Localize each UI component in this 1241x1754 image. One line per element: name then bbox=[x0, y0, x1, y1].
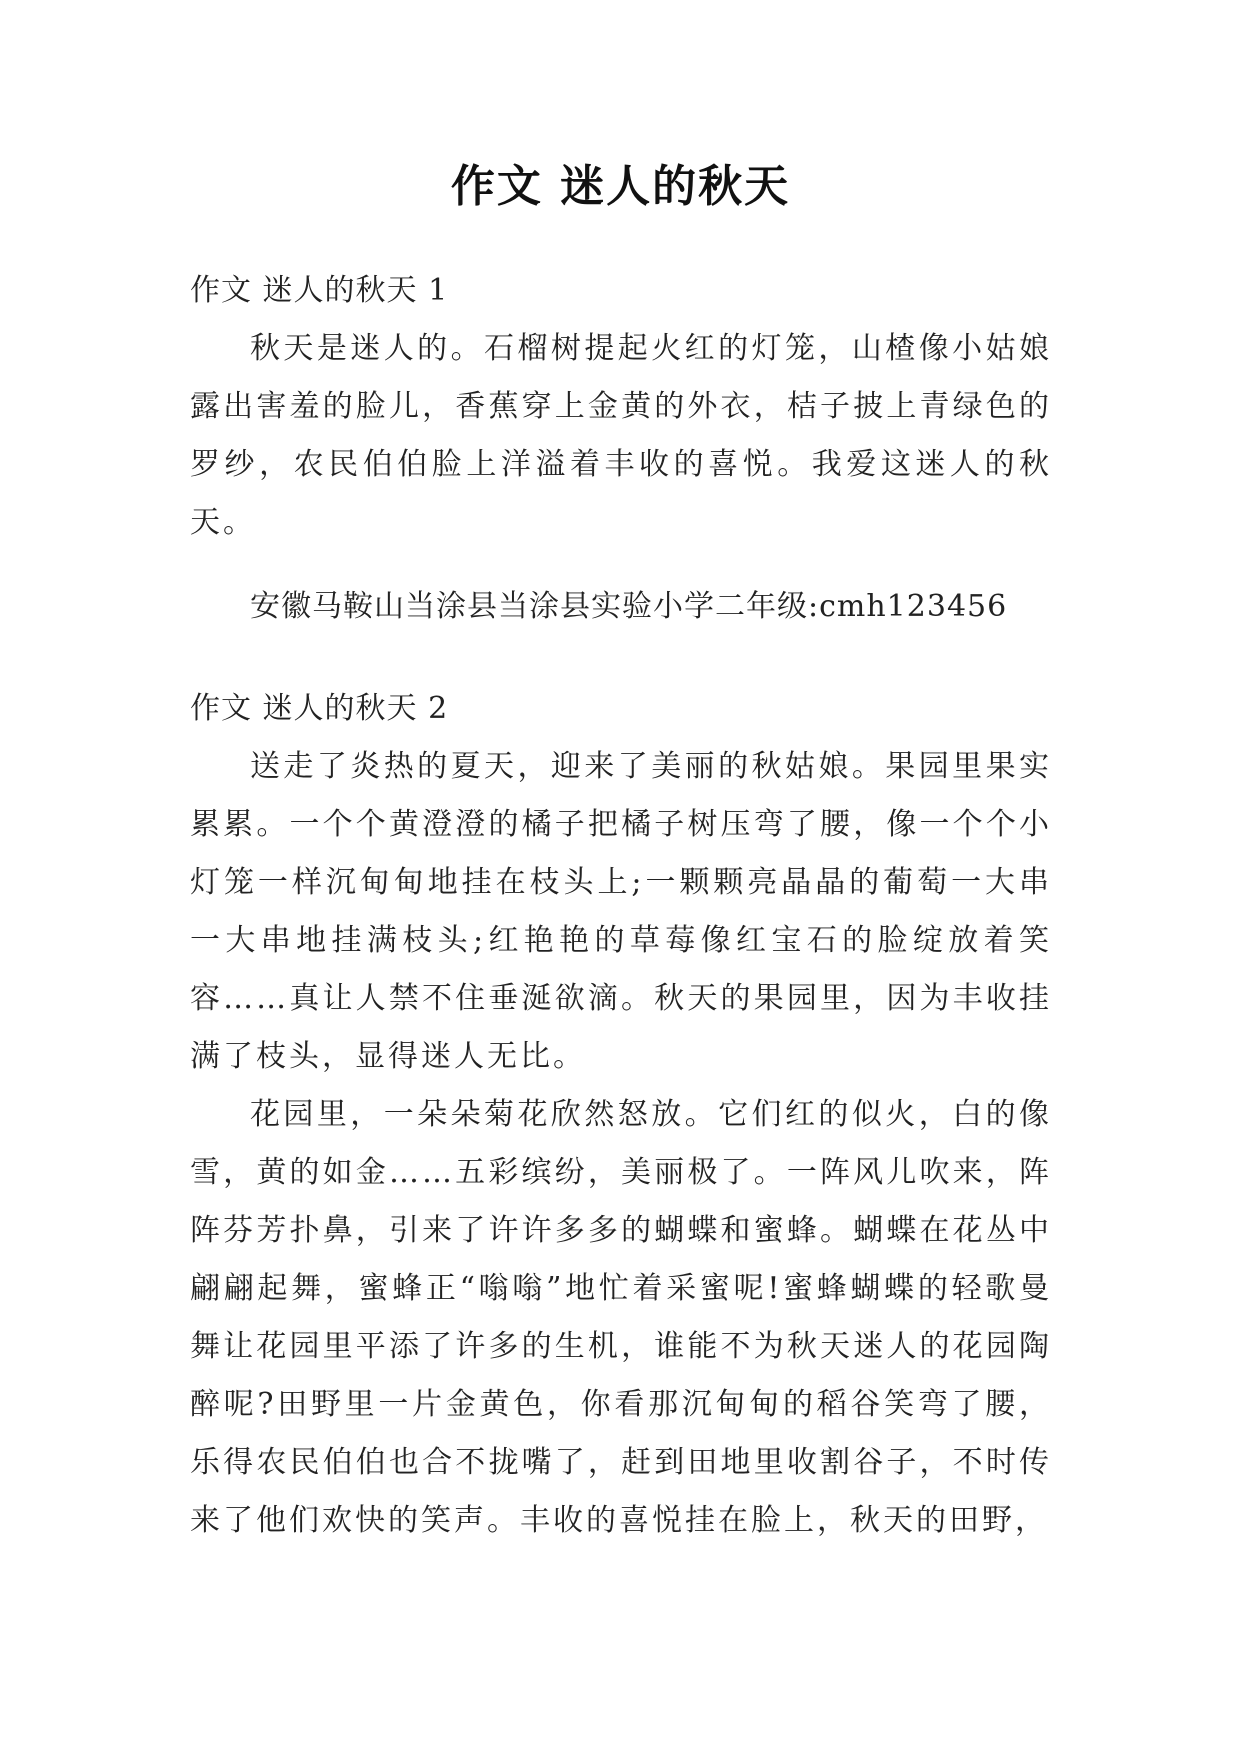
document-body bbox=[190, 262, 1052, 1550]
spacer bbox=[190, 552, 1052, 578]
essay-1-heading: 作文 迷人的秋天 1 bbox=[190, 273, 449, 308]
spacer bbox=[190, 636, 1052, 680]
essay-1-author: 安徽马鞍山当涂县当涂县实验小学二年级:cmh123456 bbox=[250, 589, 1008, 624]
essay-2-paragraph-1: 送走了炎热的夏天，迎来了美丽的秋姑娘。果园里果实累累。一个个黄澄澄的橘子把橘子树压弯了腰，像一个个小灯笼一样沉甸甸地挂在枝头上;一颗颗亮晶晶的葡萄一大串一大串地挂满枝头;红艳艳的草莓像红宝石的脸绽放着笑容……真让人禁不住垂涎欲滴。秋天的果园里，因为丰收挂满了枝头，显得迷人无比。 bbox=[190, 749, 1052, 1074]
essay-2-heading: 作文 迷人的秋天 2 bbox=[190, 691, 449, 726]
document-title: 作文 迷人的秋天 bbox=[450, 161, 791, 212]
essay-2-paragraph-2: 花园里，一朵朵菊花欣然怒放。它们红的似火，白的像雪，黄的如金……五彩缤纷，美丽极了。一阵风儿吹来，阵阵芬芳扑鼻，引来了许许多多的蝴蝶和蜜蜂。蝴蝶在花丛中翩翩起舞，蜜蜂正“嗡嗡”地忙着采蜜呢!蜜蜂蝴蝶的轻歌曼舞让花园里平添了许多的生机，谁能不为秋天迷人的花园陶醉呢?田野里一片金黄色，你看那沉甸甸的稻谷笑弯了腰，乐得农民伯伯也合不拢嘴了，赶到田地里收割谷子，不时传来了他们欢快的笑声。丰收的喜悦挂在脸上，秋天的田野， bbox=[190, 1097, 1052, 1538]
essay-1-paragraph-1: 秋天是迷人的。石榴树提起火红的灯笼，山楂像小姑娘露出害羞的脸儿，香蕉穿上金黄的外衣，桔子披上青绿色的罗纱，农民伯伯脸上洋溢着丰收的喜悦。我爱这迷人的秋天。 bbox=[190, 331, 1052, 540]
